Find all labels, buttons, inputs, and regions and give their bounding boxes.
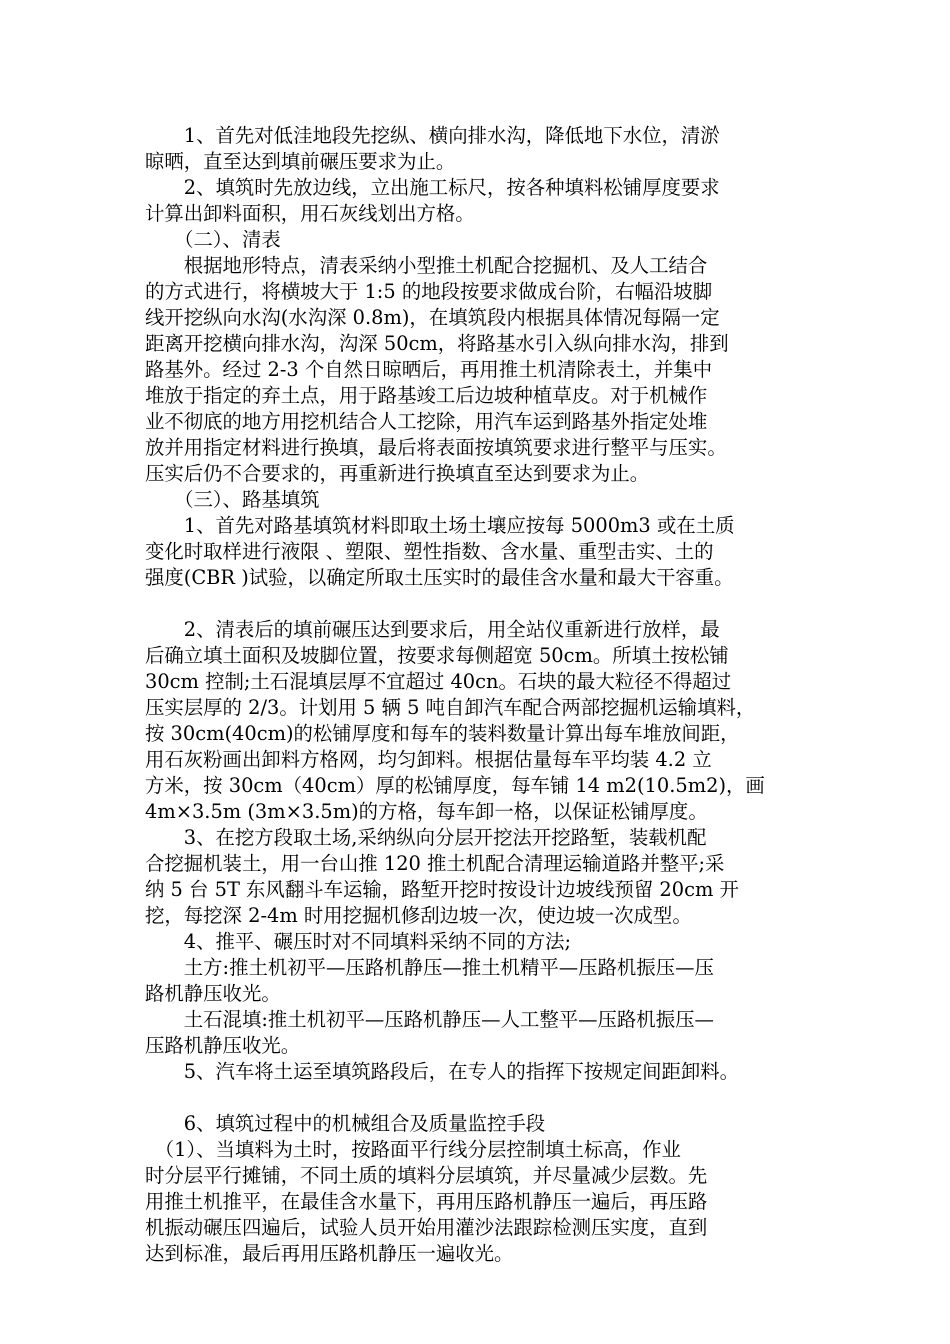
text-line: 6、填筑过程中的机械组合及质量监控手段: [145, 1112, 546, 1135]
text-line: 放并用指定材料进行换填，最后将表面按填筑要求进行整平与压实。: [145, 436, 727, 459]
text-line: 堆放于指定的弃土点，用于路基竣工后边坡种植草皮。对于机械作: [145, 384, 708, 407]
text-line: 5、汽车将土运至填筑路段后，在专人的指挥下按规定间距卸料。: [145, 1060, 740, 1083]
text-line: 时分层平行摊铺，不同土质的填料分层填筑，并尽量减少层数。先: [145, 1164, 708, 1187]
text-line: 距离开挖横向排水沟，沟深 50cm，将路基水引入纵向排水沟，排到: [145, 332, 729, 355]
text-line: 后确立填土面积及坡脚位置，按要求每侧超宽 50cm。所填土按松铺: [145, 644, 729, 667]
text-line: 路机静压收光。: [145, 982, 281, 1005]
text-line: 挖，每挖深 2-4m 时用挖掘机修刮边坡一次，使边坡一次成型。: [145, 904, 692, 927]
text-line: 土石混填:推土机初平—压路机静压—人工整平—压路机振压—: [145, 1008, 714, 1031]
text-line: 机振动碾压四遍后，试验人员开始用灌沙法跟踪检测压实度，直到: [145, 1216, 708, 1239]
text-line: 压实层厚的 2/3。计划用 5 辆 5 吨自卸汽车配合两部挖掘机运输填料，: [145, 696, 756, 719]
text-line: 用石灰粉画出卸料方格网，均匀卸料。根据估量每车平均装 4.2 立: [145, 748, 712, 771]
text-line: 土方:推土机初平—压路机静压—推土机精平—压路机振压—压: [145, 956, 714, 979]
text-line: 强度(CBR )试验，以确定所取土压实时的最佳含水量和最大干容重。: [145, 566, 734, 589]
text-line: 3、在挖方段取土场,采纳纵向分层开挖法开挖路堑，装载机配: [145, 826, 707, 849]
text-line: 1、首先对低洼地段先挖纵、横向排水沟，降低地下水位，清淤: [145, 124, 720, 147]
text-line: 线开挖纵向水沟(水沟深 0.8m)，在填筑段内根据具体情况每隔一定: [145, 306, 720, 329]
text-line: 变化时取样进行液限 、塑限、塑性指数、含水量、重型击实、土的: [145, 540, 714, 563]
text-line: 压实后仍不合要求的，再重新进行换填直至达到要求为止。: [145, 462, 650, 485]
section-heading: （三）、路基填筑: [145, 488, 320, 511]
text-line: 方米，按 30cm（40cm）厚的松铺厚度，每车铺 14 m2(10.5m2)，画: [145, 774, 765, 797]
text-line: 2、填筑时先放边线，立出施工标尺，按各种填料松铺厚度要求: [145, 176, 720, 199]
text-line: 纳 5 台 5T 东风翻斗车运输，路堑开挖时按设计边坡线预留 20cm 开: [145, 878, 739, 901]
text-line: 晾晒，直至达到填前碾压要求为止。: [145, 150, 456, 173]
text-line: 按 30cm(40cm)的松铺厚度和每车的装料数量计算出每车堆放间距，: [145, 722, 740, 745]
text-line: 达到标准，最后再用压路机静压一遍收光。: [145, 1242, 514, 1265]
text-line: 合挖掘机装土，用一台山推 120 推土机配合清理运输道路并整平;采: [145, 852, 725, 875]
text-line: 业不彻底的地方用挖机结合人工挖除，用汽车运到路基外指定处堆: [145, 410, 708, 433]
text-line: 计算出卸料面积，用石灰线划出方格。: [145, 202, 475, 225]
text-line: 压路机静压收光。: [145, 1034, 301, 1057]
text-line: 路基外。经过 2-3 个自然日晾晒后，再用推土机清除表土，并集中: [145, 358, 713, 381]
text-line: 1、首先对路基填筑材料即取土场土壤应按每 5000m3 或在土质: [145, 514, 735, 537]
text-line: 根据地形特点，清表采纳小型推土机配合挖掘机、及人工结合: [145, 254, 708, 277]
text-line: 4、推平、碾压时对不同填料采纳不同的方法;: [145, 930, 572, 953]
text-line: 的方式进行，将横坡大于 1:5 的地段按要求做成台阶，右幅沿坡脚: [145, 280, 713, 303]
text-line: 2、清表后的填前碾压达到要求后，用全站仪重新进行放样，最: [145, 618, 720, 641]
text-line: （1）、当填料为土时，按路面平行线分层控制填土标高，作业: [145, 1138, 681, 1161]
text-line: 用推土机推平，在最佳含水量下，再用压路机静压一遍后，再压路: [145, 1190, 708, 1213]
text-line: 4m×3.5m (3m×3.5m)的方格，每车卸一格，以保证松铺厚度。: [145, 800, 708, 823]
section-heading: （二）、清表: [145, 228, 281, 251]
text-line: 30cm 控制;土石混填层厚不宜超过 40cn。石块的最大粒径不得超过: [145, 670, 732, 693]
